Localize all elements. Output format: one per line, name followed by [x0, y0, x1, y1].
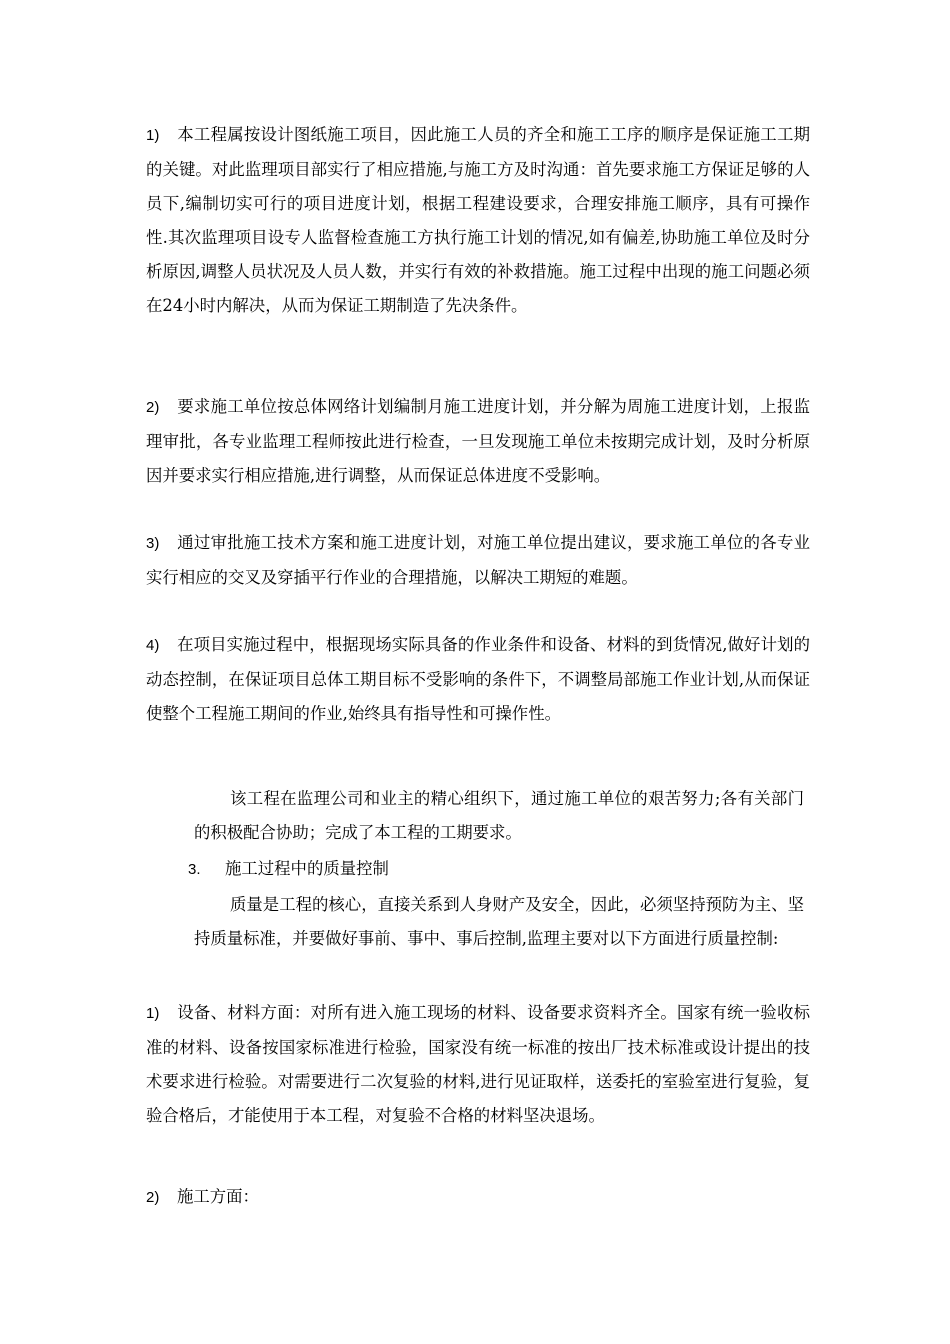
quality-item-2	[146, 1180, 810, 1215]
section-title: 施工过程中的质量控制	[225, 859, 389, 878]
list-number: 2)	[146, 1189, 160, 1206]
list-text: 施工方面：	[177, 1187, 259, 1206]
schedule-item-3	[146, 526, 810, 595]
list-number: 2)	[146, 399, 160, 416]
quality-intro: 质量是工程的核心，直接关系到人身财产及安全，因此，必须坚持预防为主、坚持质量标准，并要做好事前、事中、事后控制,监理主要对以下方面进行质量控制:	[194, 895, 804, 948]
list-text: 设备、材料方面：对所有进入施工现场的材料、设备要求资料齐全。国家有统一验收标准的材料、设备按国家标准进行检验，国家没有统一标准的按出厂技术标准或设计提出的技术要求进行检验。对需要进行二次复验的材料,进行见证取样，送委托的室验室进行复验，复验合格后，才能使用于本工程，对复验不合格的材料坚决退场。	[146, 1003, 810, 1125]
schedule-item-1	[146, 118, 810, 323]
schedule-summary: 该工程在监理公司和业主的精心组织下，通过施工单位的艰苦努力;各有关部门的积极配合协助；完成了本工程的工期要求。	[194, 789, 804, 842]
list-text: 在项目实施过程中，根据现场实际具备的作业条件和设备、材料的到货情况,做好计划的动态控制，在保证项目总体工期目标不受影响的条件下，不调整局部施工作业计划,从而保证使整个工程施工期间的作业,始终具有指导性和可操作性。	[146, 635, 810, 723]
list-number: 1)	[146, 1005, 160, 1022]
list-number: 3)	[146, 535, 160, 552]
list-text: 通过审批施工技术方案和施工进度计划，对施工单位提出建议，要求施工单位的各专业实行相应的交叉及穿插平行作业的合理措施，以解决工期短的难题。	[146, 533, 810, 587]
list-number: 1)	[146, 127, 160, 144]
list-text: 本工程属按设计图纸施工项目，因此施工人员的齐全和施工工序的顺序是保证施工工期的关键。对此监理项目部实行了相应措施,与施工方及时沟通：首先要求施工方保证足够的人员下,编制切实可行的项目进度计划，根据工程建设要求，合理安排施工顺序，具有可操作性.其次监理项目设专人监督检查施工方执行施工计划的情况,如有偏差,协助施工单位及时分析原因,调整人员状况及人员人数，并实行有效的补救措施。施工过程中出现的施工问题必须在24小时内解决，从而为保证工期制造了先决条件。	[146, 125, 810, 315]
list-number: 4)	[146, 637, 160, 654]
section-number: 3.	[188, 861, 201, 878]
section-heading	[188, 852, 389, 887]
list-text: 要求施工单位按总体网络计划编制月施工进度计划，并分解为周施工进度计划，上报监理审批，各专业监理工程师按此进行检查，一旦发现施工单位未按期完成计划，及时分析原因并要求实行相应措施,进行调整，从而保证总体进度不受影响。	[146, 397, 810, 485]
schedule-item-2	[146, 390, 810, 493]
quality-item-1	[146, 996, 810, 1133]
schedule-item-4	[146, 628, 810, 731]
